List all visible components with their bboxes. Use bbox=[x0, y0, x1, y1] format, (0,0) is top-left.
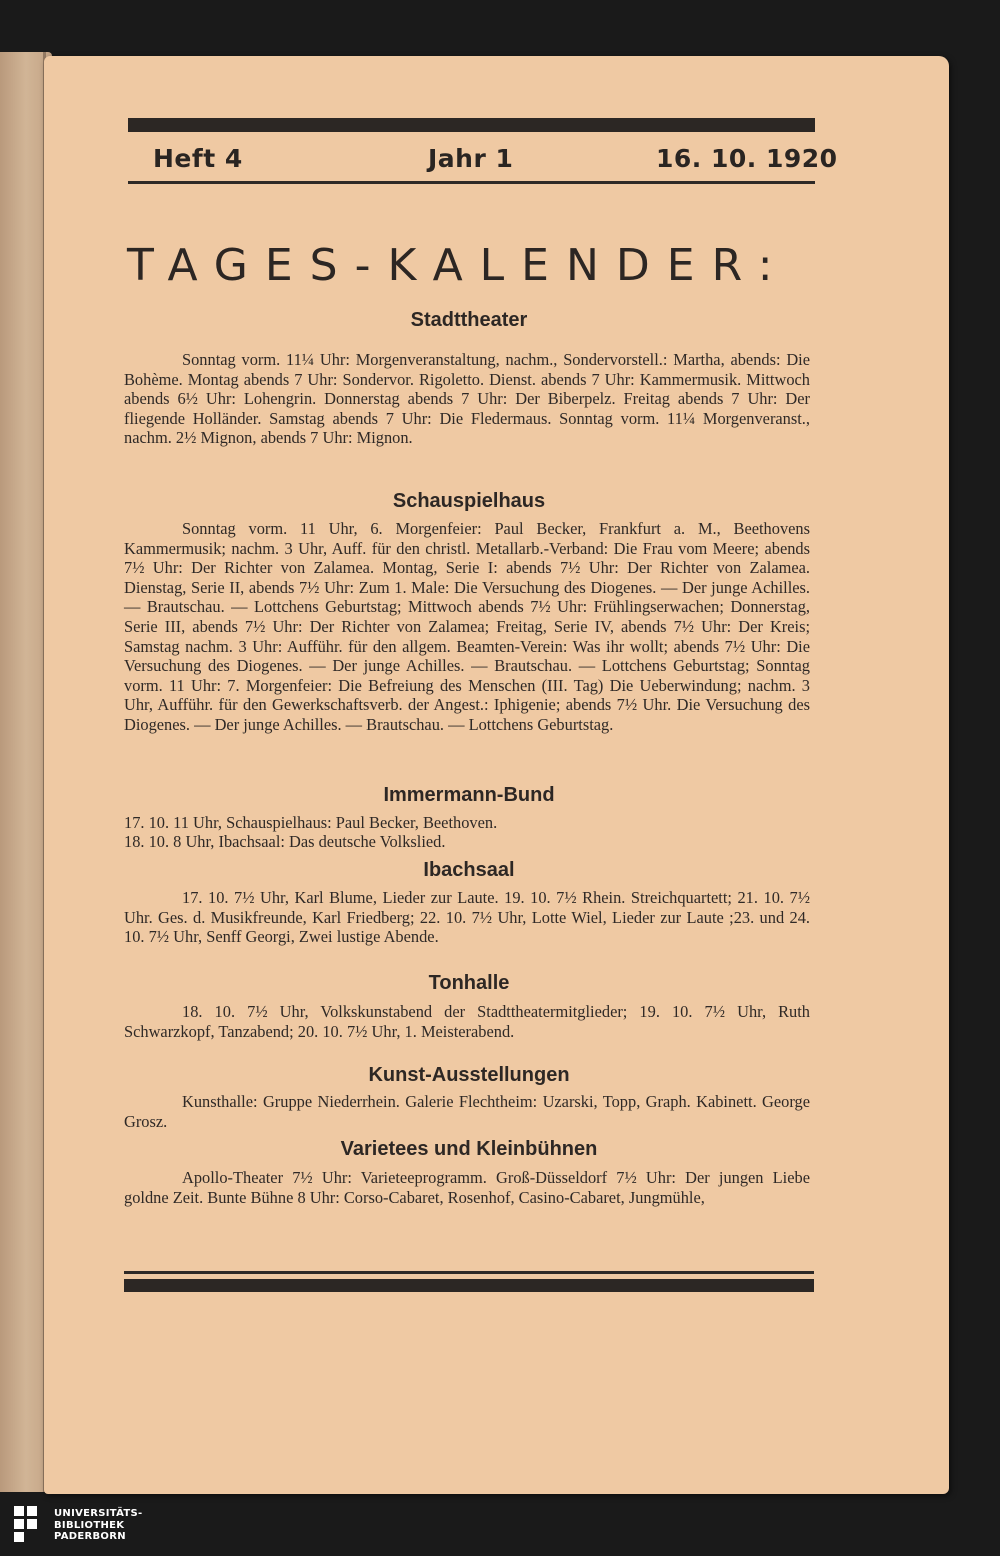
section-heading-schauspielhaus: Schauspielhaus bbox=[392, 490, 546, 512]
section-text-kunst-ausstellungen: Kunsthalle: Gruppe Niederrhein. Galerie Flechtheim: Uzarski, Topp, Graph. Kabinett. George Grosz. bbox=[124, 1092, 810, 1131]
page-title: TAGES-KALENDER: bbox=[127, 240, 790, 291]
footer-top-rule bbox=[124, 1271, 814, 1274]
header-bottom-rule bbox=[128, 181, 815, 184]
footer-bottom-bar bbox=[124, 1279, 814, 1292]
library-logo-line3: PADERBORN bbox=[54, 1531, 126, 1542]
section-heading-varietees: Varietees und Kleinbühnen bbox=[340, 1138, 598, 1160]
library-logo-text bbox=[54, 1508, 143, 1543]
issue-number: Heft 4 bbox=[153, 144, 243, 173]
header-top-bar bbox=[128, 118, 815, 132]
library-logo-line2: BIBLIOTHEK bbox=[54, 1519, 125, 1531]
section-line-immermann-2: 18. 10. 8 Uhr, Ibachsaal: Das deutsche Volkslied. bbox=[124, 832, 446, 851]
issue-date: 16. 10. 1920 bbox=[656, 144, 838, 173]
library-logo bbox=[14, 1506, 174, 1546]
issue-year: Jahr 1 bbox=[428, 144, 514, 173]
library-logo-icon bbox=[14, 1506, 54, 1546]
section-heading-kunst-ausstellungen: Kunst-Ausstellungen bbox=[368, 1064, 570, 1086]
section-heading-stadttheater: Stadttheater bbox=[410, 309, 528, 331]
section-text-tonhalle: 18. 10. 7½ Uhr, Volkskunstabend der Stadttheatermitglieder; 19. 10. 7½ Uhr, Ruth Schwarzkopf, Tanzabend; 20. 10. 7½ Uhr, 1. Meisterabend. bbox=[124, 1002, 810, 1041]
section-heading-ibachsaal: Ibachsaal bbox=[423, 859, 515, 881]
section-text-schauspielhaus: Sonntag vorm. 11 Uhr, 6. Morgenfeier: Paul Becker, Frankfurt a. M., Beethovens Kammermusik; nachm. 3 Uhr, Auff. für den christl. Metallarb.-Verband: Die Frau vom Meere; abends 7½ Uhr: Der Richter von Zalamea. Montag, Serie I: abends 7½ Uhr: Der Richter von Zalamea. Dienstag, Serie II, abends 7½ Uhr: Zum 1. Male: Die Versuchung des Diogenes. — Der junge Achilles. — Brautschau. — Lottchens Geburtstag; Mittwoch abends 7½ Uhr: Frühlingserwachen; Donnerstag, Serie III, abends 7½ Uhr: Der Richter von Zalamea; Freitag, Serie IV, abends 7½ Uhr: Der Kreis; Samstag nachm. 3 Uhr: Aufführ. für den allgem. Beamten-Verein: Was ihr wollt; abends 7½ Uhr: Die Versuchung des Diogenes. — Der junge Achilles. — Brautschau. — Lottchens Geburtstag; Sonntag vorm. 11 Uhr: 7. Morgenfeier: Die Befreiung des Menschen (III. Tag) Die Ueberwindung; nachm. 3 Uhr, Aufführ. für den Gewerkschaftsverb. der Angest.: Iphigenie; abends 7½ Uhr. Die Versuchung des Diogenes. — Der junge Achilles. — Brautschau. — Lottchens Geburtstag. bbox=[124, 519, 810, 734]
section-text-varietees: Apollo-Theater 7½ Uhr: Varieteeprogramm. Groß-Düsseldorf 7½ Uhr: Der jungen Liebe goldne Zeit. Bunte Bühne 8 Uhr: Corso-Cabaret, Rosenhof, Casino-Cabaret, Jungmühle, bbox=[124, 1168, 810, 1207]
section-heading-tonhalle: Tonhalle bbox=[428, 972, 510, 994]
section-text-stadttheater: Sonntag vorm. 11¼ Uhr: Morgenveranstaltung, nachm., Sondervorstell.: Martha, abends: Die Bohème. Montag abends 7 Uhr: Sondervor. Rigoletto. Dienst. abends 7 Uhr: Kammermusik. Mittwoch abends 6½ Uhr: Lohengrin. Donnerstag abends 7 Uhr: Der Biberpelz. Freitag abends 7 Uhr: Der fliegende Holländer. Samstag abends 7 Uhr: Die Fledermaus. Sonntag vorm. 11¼ Morgenveranst., nachm. 2½ Mignon, abends 7 Uhr: Mignon. bbox=[124, 350, 810, 448]
section-text-ibachsaal: 17. 10. 7½ Uhr, Karl Blume, Lieder zur Laute. 19. 10. 7½ Rhein. Streichquartett; 21. 10. 7½ Uhr. Ges. d. Musikfreunde, Karl Friedberg; 22. 10. 7½ Uhr, Lotte Wiel, Lieder zur Laute ;23. und 24. 10. 7½ Uhr, Senff Georgi, Zwei lustige Abende. bbox=[124, 888, 810, 947]
library-logo-line1: UNIVERSITÄTS- bbox=[54, 1508, 143, 1519]
section-line-immermann-1: 17. 10. 11 Uhr, Schauspielhaus: Paul Becker, Beethoven. bbox=[124, 813, 498, 832]
section-heading-immermann-bund: Immermann-Bund bbox=[383, 784, 555, 806]
